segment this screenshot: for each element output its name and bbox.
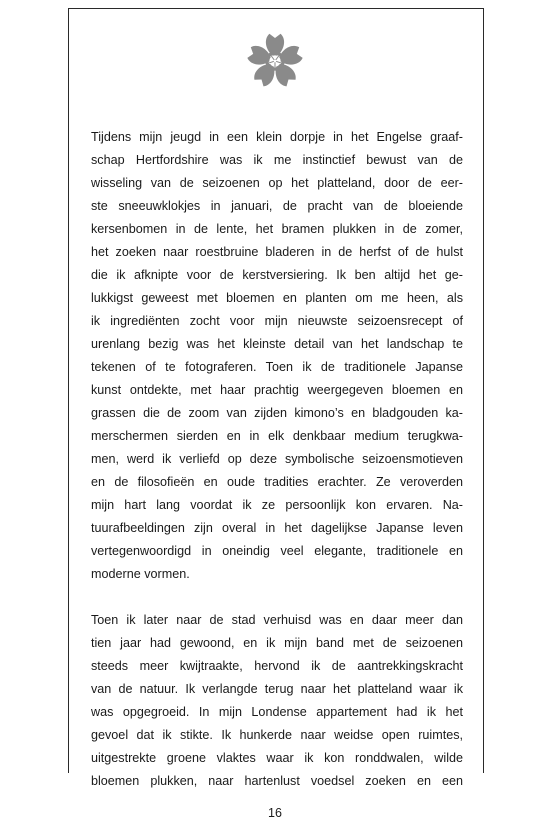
- text-line: lukkigst geweest met bloemen en planten om me heen, als: [91, 291, 463, 305]
- text-line: vertegenwoordigd in oneindig veel elegante, traditionele en: [91, 544, 463, 558]
- text-line: wisseling van de seizoenen op het platteland, door de eer-: [91, 176, 463, 190]
- text-line: ste sneeuwklokjes in januari, de pracht van de bloeiende: [91, 199, 463, 213]
- text-line: men, werd ik verliefd op deze symbolische seizoensmotieven: [91, 452, 463, 466]
- text-line: kunst ontdekte, met haar prachtig weergegeven bloemen en: [91, 383, 463, 397]
- text-line: steeds meer kwijtraakte, hervond ik de aantrekkingskracht: [91, 659, 463, 673]
- text-line: gevoel dat ik stikte. Ik hunkerde naar weidse open ruimtes,: [91, 728, 463, 742]
- body-text: [91, 126, 463, 793]
- text-line: merschermen sierden en in elk denkbaar medium terugkwa-: [91, 429, 463, 443]
- text-line: mijn hart lang voordat ik ze persoonlijk kon ervaren. Na-: [91, 498, 463, 512]
- text-line: schap Hertfordshire was ik me instinctief bewust van de: [91, 153, 463, 167]
- text-line: ik ingrediënten zocht voor mijn nieuwste seizoensrecept of: [91, 314, 463, 328]
- paragraph-1: [91, 126, 463, 586]
- text-line: was opgegroeid. In mijn Londense appartement had ik het: [91, 705, 463, 719]
- text-line: tekenen of te fotograferen. Toen ik de traditionele Japanse: [91, 360, 463, 374]
- text-line: Tijdens mijn jeugd in een klein dorpje in het Engelse graaf-: [91, 130, 463, 144]
- text-line: tuurafbeeldingen zijn overal in het dagelijkse Japanse leven: [91, 521, 463, 535]
- text-line: en de filosofieën en oude tradities erachter. Ze veroverden: [91, 475, 463, 489]
- text-line: urenlang bezig was het kleinste detail van het landschap te: [91, 337, 463, 351]
- text-line: tien jaar had gewoond, en ik mijn band met de seizoenen: [91, 636, 463, 650]
- text-line: van de natuur. Ik verlangde terug naar het platteland waar ik: [91, 682, 463, 696]
- text-line: uitgestrekte groene vlaktes waar ik kon ronddwalen, wilde: [91, 751, 463, 765]
- text-line: kersenbomen in de lente, het bramen plukken in de zomer,: [91, 222, 463, 236]
- text-line: moderne vormen.: [91, 567, 190, 581]
- paragraph-2: [91, 609, 463, 793]
- cherry-blossom-icon: [244, 30, 306, 92]
- page-number: 16: [268, 806, 282, 820]
- text-line: bloemen plukken, naar hartenlust voedsel zoeken en een: [91, 774, 463, 788]
- text-line: grassen die de zoom van zijden kimono’s en bladgouden ka-: [91, 406, 463, 420]
- text-line: die ik afknipte voor de kerstversiering. Ik ben altijd het ge-: [91, 268, 463, 282]
- paragraph-gap: [91, 586, 463, 609]
- text-line: Toen ik later naar de stad verhuisd was en daar meer dan: [91, 613, 463, 627]
- text-line: het zoeken naar roestbruine bladeren in de herfst of de hulst: [91, 245, 463, 259]
